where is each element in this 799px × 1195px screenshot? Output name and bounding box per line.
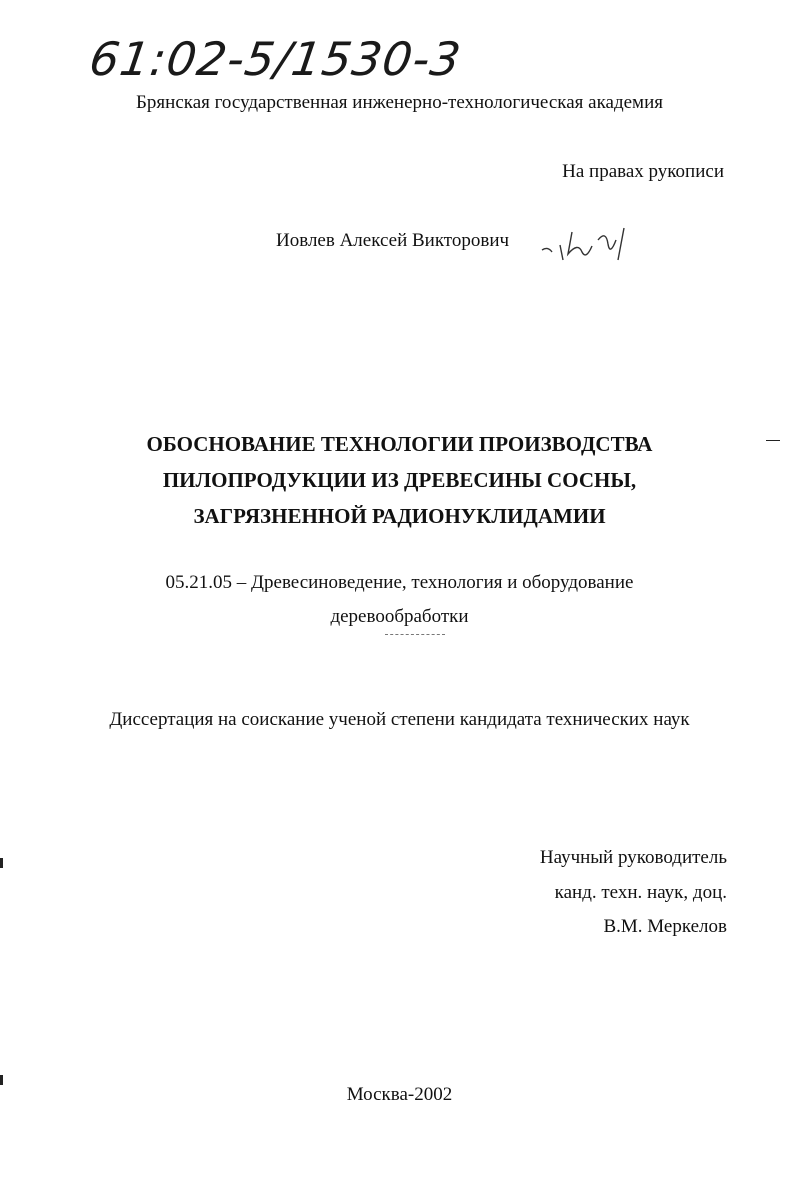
supervisor-degree: канд. техн. наук, доц. [554,882,727,903]
dissertation-statement: Диссертация на соискание ученой степени кандидата технических наук [109,709,690,730]
institution-name: Брянская государственная инженерно-технологическая академия [136,92,663,113]
title-line-2: ПИЛОПРОДУКЦИИ ИЗ ДРЕВЕСИНЫ СОСНЫ, [162,468,637,492]
city-year: Москва-2002 [346,1084,453,1105]
title-line-1: ОБОСНОВАНИЕ ТЕХНОЛОГИИ ПРОИЗВОДСТВА [146,432,653,456]
underline-rule [385,634,445,635]
handwritten-archive-number: 61:02-5/1530-3 [86,32,465,86]
specialty-line-2: деревообработки [330,606,469,627]
author-name: Иовлев Алексей Викторович [276,230,510,251]
scan-artifact [0,858,3,868]
specialty-line-1: 05.21.05 – Древесиноведение, технология и оборудование [165,572,634,593]
author-signature-icon [538,220,648,265]
title-line-3: ЗАГРЯЗНЕННОЙ РАДИОНУКЛИДАМИИ [193,504,606,528]
supervisor-label: Научный руководитель [539,847,727,868]
supervisor-name: В.М. Меркелов [603,916,727,937]
scan-artifact [0,1075,3,1085]
scan-artifact [766,440,780,441]
manuscript-rights-note: На правах рукописи [562,161,724,182]
